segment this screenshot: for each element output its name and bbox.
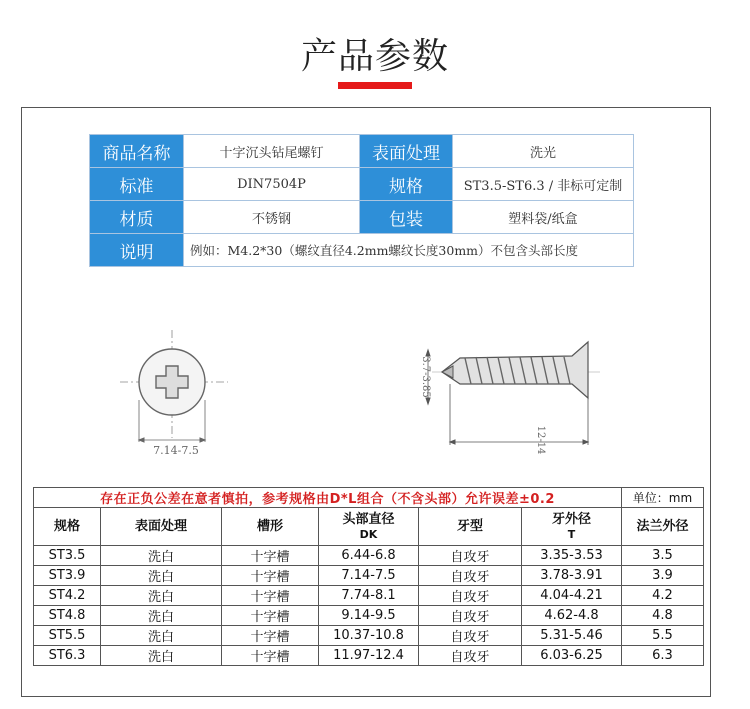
header-row xyxy=(34,508,704,546)
dimension-table xyxy=(33,487,704,666)
cell-surface: 洗白 xyxy=(101,566,222,586)
title-underline xyxy=(338,82,412,89)
cell-thread-type: 自攻牙 xyxy=(419,606,522,626)
cell-thread-type: 自攻牙 xyxy=(419,546,522,566)
head-diameter-label: 7.14-7.5 xyxy=(153,444,199,457)
cell-surface: 洗白 xyxy=(101,546,222,566)
spec-value: 不锈钢 xyxy=(184,201,360,234)
cell-slot: 十字槽 xyxy=(222,546,319,566)
cell-head-diameter: 7.14-7.5 xyxy=(319,566,419,586)
spec-label: 表面处理 xyxy=(360,135,453,168)
cell-flange-od: 3.9 xyxy=(622,566,704,586)
table-row xyxy=(34,646,704,666)
cell-head-diameter: 6.44-6.8 xyxy=(319,546,419,566)
cell-head-diameter: 9.14-9.5 xyxy=(319,606,419,626)
cell-slot: 十字槽 xyxy=(222,566,319,586)
unit-label: 单位：mm xyxy=(622,488,704,508)
cell-flange-od: 4.2 xyxy=(622,586,704,606)
cell-slot: 十字槽 xyxy=(222,646,319,666)
cell-flange-od: 5.5 xyxy=(622,626,704,646)
spec-value: ST3.5-ST6.3 / 非标可定制 xyxy=(453,168,634,201)
cell-surface: 洗白 xyxy=(101,586,222,606)
cell-surface: 洗白 xyxy=(101,626,222,646)
spec-label: 包装 xyxy=(360,201,453,234)
header-thread-od xyxy=(522,508,622,546)
length-label: 12-14 xyxy=(535,425,546,455)
cell-thread-od: 4.04-4.21 xyxy=(522,586,622,606)
header-slot: 槽形 xyxy=(222,508,319,546)
screw-head-top-view xyxy=(120,330,228,442)
cell-spec: ST4.2 xyxy=(34,586,101,606)
header-thread-od-label: 牙外径 xyxy=(551,511,591,527)
table-row xyxy=(34,566,704,586)
cell-slot: 十字槽 xyxy=(222,626,319,646)
cell-thread-od: 6.03-6.25 xyxy=(522,646,622,666)
screw-drawing xyxy=(120,320,600,470)
cell-head-diameter: 7.74-8.1 xyxy=(319,586,419,606)
cell-slot: 十字槽 xyxy=(222,586,319,606)
spec-value: 塑料袋/纸盒 xyxy=(453,201,634,234)
header-surface: 表面处理 xyxy=(101,508,222,546)
cell-thread-type: 自攻牙 xyxy=(419,566,522,586)
spec-value: DIN7504P xyxy=(184,168,360,201)
header-thread-type: 牙型 xyxy=(419,508,522,546)
header-flange-od: 法兰外径 xyxy=(622,508,704,546)
spec-row xyxy=(90,234,634,267)
page-title: 产品参数 xyxy=(300,36,449,77)
table-row xyxy=(34,606,704,626)
header-head-diameter xyxy=(319,508,419,546)
table-row xyxy=(34,626,704,646)
spec-table xyxy=(89,134,634,267)
table-row xyxy=(34,546,704,566)
cell-slot: 十字槽 xyxy=(222,606,319,626)
header-thread-od-sub: T xyxy=(567,527,576,541)
tolerance-warning: 存在正负公差在意者慎拍，参考规格由D*L组合（不含头部）允许误差±0.2 xyxy=(34,488,622,508)
header-head-diameter-sub: DK xyxy=(359,527,378,541)
spec-value: 十字沉头钻尾螺钉 xyxy=(184,135,360,168)
spec-row xyxy=(90,168,634,201)
warning-row xyxy=(34,488,704,508)
cell-spec: ST3.5 xyxy=(34,546,101,566)
header-head-diameter-label: 头部直径 xyxy=(342,511,395,527)
spec-label: 规格 xyxy=(360,168,453,201)
cell-thread-od: 3.35-3.53 xyxy=(522,546,622,566)
screw-side-view xyxy=(426,342,600,445)
spec-label: 说明 xyxy=(90,234,184,267)
spec-label: 标准 xyxy=(90,168,184,201)
spec-label: 材质 xyxy=(90,201,184,234)
cell-surface: 洗白 xyxy=(101,646,222,666)
thread-diameter-label: 3.7-3.85 xyxy=(420,356,431,398)
spec-label: 商品名称 xyxy=(90,135,184,168)
cell-flange-od: 6.3 xyxy=(622,646,704,666)
cell-thread-type: 自攻牙 xyxy=(419,626,522,646)
cell-surface: 洗白 xyxy=(101,606,222,626)
table-row xyxy=(34,586,704,606)
cell-spec: ST6.3 xyxy=(34,646,101,666)
cell-spec: ST4.8 xyxy=(34,606,101,626)
header-spec: 规格 xyxy=(34,508,101,546)
cell-thread-od: 3.78-3.91 xyxy=(522,566,622,586)
cell-thread-od: 5.31-5.46 xyxy=(522,626,622,646)
cell-head-diameter: 11.97-12.4 xyxy=(319,646,419,666)
spec-value: 洗光 xyxy=(453,135,634,168)
spec-note: 例如：M4.2*30（螺纹直径4.2mm螺纹长度30mm）不包含头部长度 xyxy=(184,234,634,267)
cell-head-diameter: 10.37-10.8 xyxy=(319,626,419,646)
spec-row xyxy=(90,135,634,168)
cell-spec: ST3.9 xyxy=(34,566,101,586)
cell-thread-type: 自攻牙 xyxy=(419,646,522,666)
cell-spec: ST5.5 xyxy=(34,626,101,646)
cell-flange-od: 4.8 xyxy=(622,606,704,626)
cell-thread-type: 自攻牙 xyxy=(419,586,522,606)
spec-row xyxy=(90,201,634,234)
cell-flange-od: 3.5 xyxy=(622,546,704,566)
cell-thread-od: 4.62-4.8 xyxy=(522,606,622,626)
